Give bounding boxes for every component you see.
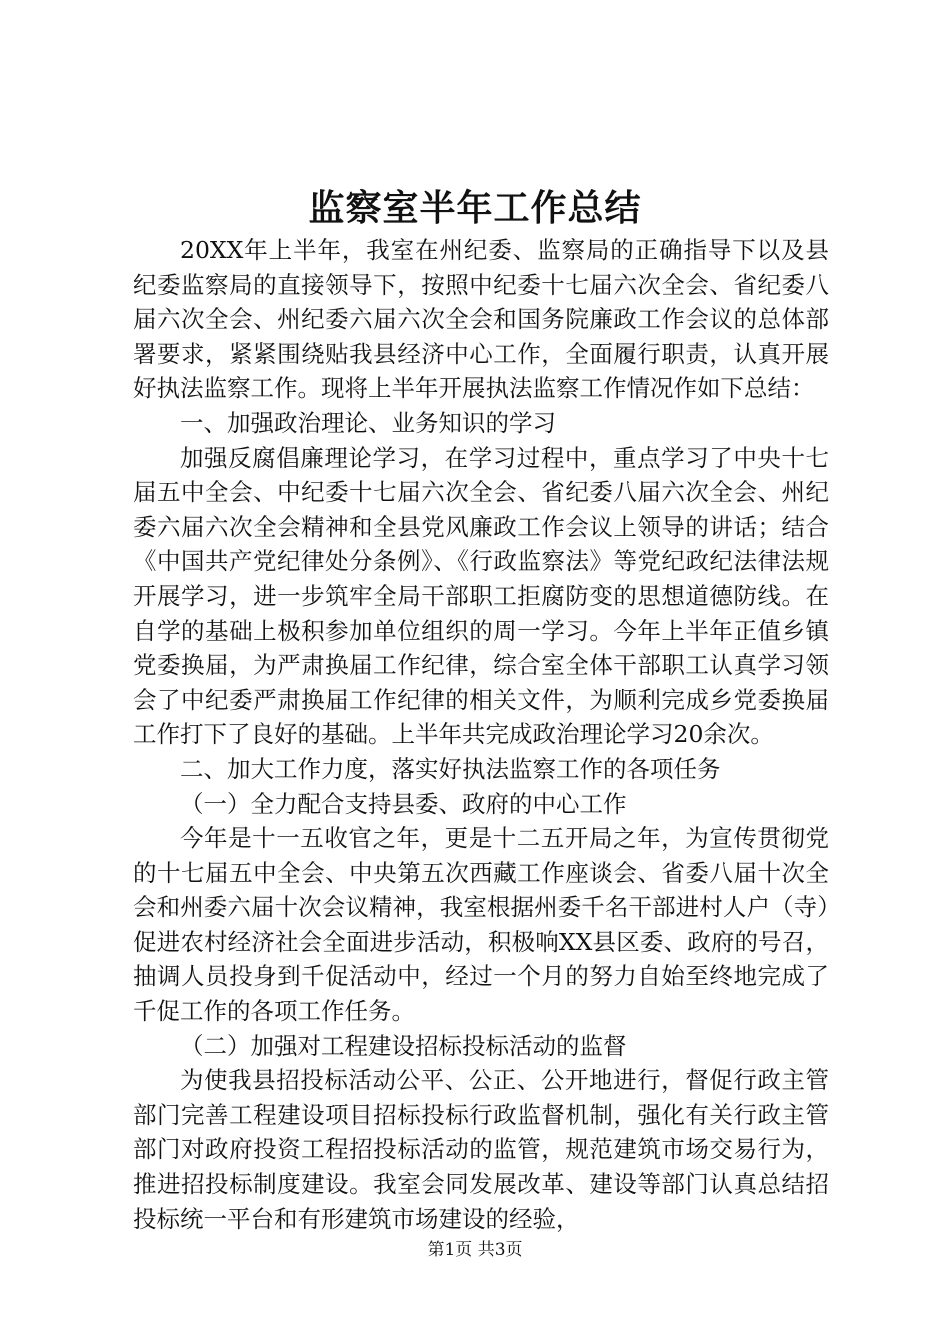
subsection-1-paragraph: 今年是十一五收官之年，更是十二五开局之年，为宣传贯彻党的十七届五中全会、中央第五次西藏工作座谈会、省委八届十次全会和州委六届十次会议精神，我室根据州委千名干部进村人户（寺）促进农村经济社会全面进步活动，积极响XX县区委、政府的号召，抽调人员投身到千促活动中，经过一个月的努力自始至终地完成了千促工作的各项工作任务。 [133, 824, 829, 1026]
subsection-2-paragraph: 为使我县招投标活动公平、公正、公开地进行，督促行政主管部门完善工程建设项目招标投标行政监督机制，强化有关行政主管部门对政府投资工程招投标活动的监管，规范建筑市场交易行为，推进招投标制度建设。我室会同发展改革、建设等部门认真总结招投标统一平台和有形建筑市场建设的经验， [133, 1066, 829, 1233]
subsection-heading-1: （一）全力配合支持县委、政府的中心工作 [180, 789, 627, 818]
section-heading-2: 二、加大工作力度，落实好执法监察工作的各项任务 [180, 754, 721, 783]
section-heading-1: 一、加强政治理论、业务知识的学习 [180, 408, 556, 437]
page-number-footer: 第1页 共3页 [427, 1240, 523, 1260]
document-body [133, 233, 829, 1236]
subsection-heading-2: （二）加强对工程建设招标投标活动的监督 [180, 1031, 627, 1060]
section-1-paragraph: 加强反腐倡廉理论学习，在学习过程中，重点学习了中央十七届五中全会、中纪委十七届六次全会、省纪委八届六次全会、州纪委六届六次全会精神和全县党风廉政工作会议上领导的讲话；结合《中国共产党纪律处分条例》、《行政监察法》等党纪政纪法律法规开展学习，进一步筑牢全局干部职工拒腐防变的思想道德防线。在自学的基础上极积参加单位组织的周一学习。今年上半年正值乡镇党委换届，为严肃换届工作纪律，综合室全体干部职工认真学习领会了中纪委严肃换届工作纪律的相关文件，为顺利完成乡党委换届工作打下了良好的基础。上半年共完成政治理论学习20余次。 [133, 443, 829, 749]
document-title: 监察室半年工作总结 [308, 187, 642, 229]
intro-paragraph: 20XX年上半年，我室在州纪委、监察局的正确指导下以及县纪委监察局的直接领导下，按照中纪委十七届六次全会、省纪委八届六次全会、州纪委六届六次全会和国务院廉政工作会议的总体部署要求，紧紧围绕贴我县经济中心工作，全面履行职责，认真开展好执法监察工作。现将上半年开展执法监察工作情况作如下总结： [133, 236, 829, 403]
